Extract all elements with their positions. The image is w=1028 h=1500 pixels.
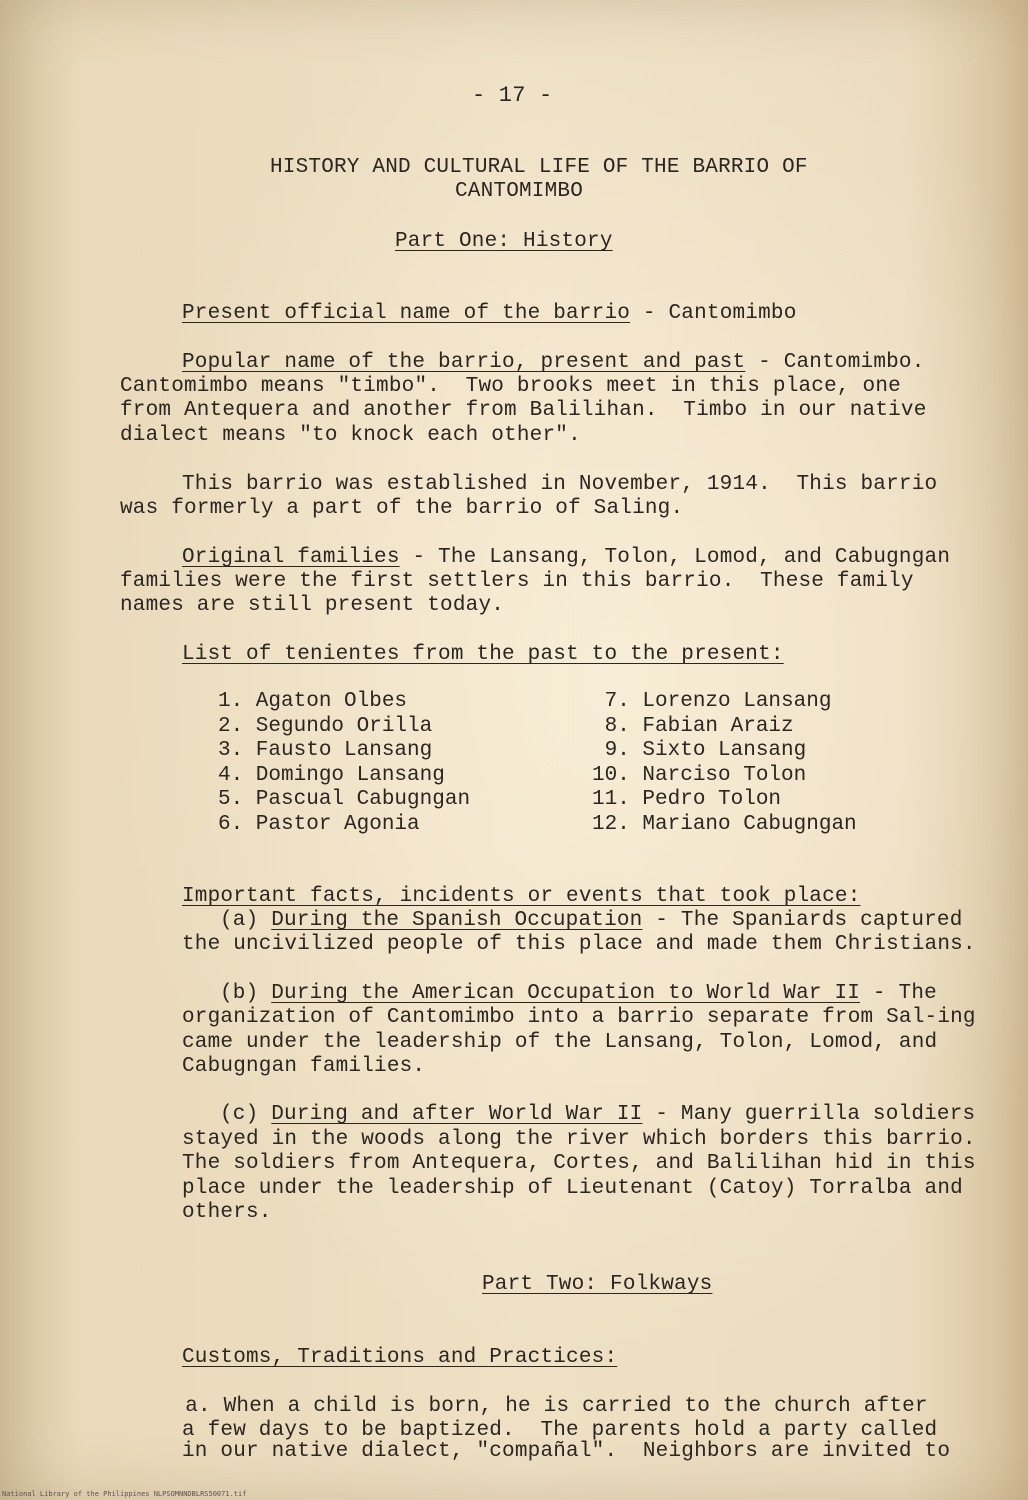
tenientes-list-right <box>592 690 857 837</box>
tenientes-list-left <box>218 690 470 837</box>
fact-b-text: Cabugngan families. <box>182 1055 426 1078</box>
original-families-label: Original families <box>182 546 400 569</box>
original-families-text: families were the first settlers in this barrio. These family <box>120 570 914 593</box>
part-two-label: Folkways <box>610 1273 713 1296</box>
fact-a-text: the uncivilized people of this place and made them Christians. <box>182 933 976 956</box>
official-name-value: - Cantomimbo <box>630 302 797 325</box>
popular-name-label: Popular name of the barrio, present and past <box>182 351 746 374</box>
established-text: was formerly a part of the barrio of Saling. <box>120 497 684 520</box>
facts-heading: Important facts, incidents or events that took place: <box>182 885 861 908</box>
list-item: 5. Pascual Cabugngan <box>218 788 471 811</box>
list-item: 1. Agaton Olbes <box>218 690 408 713</box>
list-item: 3. Fausto Lansang <box>218 739 433 762</box>
page-number: - 17 - <box>472 83 553 108</box>
fact-a-line <box>220 909 963 934</box>
fact-c-text: place under the leadership of Lieutenant (Catoy) Torralba and <box>182 1177 963 1200</box>
customs-text: in our native dialect, "compañal". Neighbors are invited to <box>182 1440 951 1463</box>
popular-name-text: from Antequera and another from Balilihan. Timbo in our native <box>120 399 927 422</box>
fact-c-text: stayed in the woods along the river which borders this barrio. <box>182 1128 976 1151</box>
fact-b-line <box>220 982 937 1007</box>
part-two-prefix: Part Two: <box>482 1273 611 1296</box>
fact-a-rest: - The Spaniards captured <box>642 909 963 932</box>
fact-b-text: organization of Cantomimbo into a barrio separate from Sal-ing <box>182 1006 976 1029</box>
customs-heading: Customs, Traditions and Practices: <box>182 1346 618 1369</box>
customs-text: a. When a child is born, he is carried to the church after <box>134 1395 928 1418</box>
list-item: 9. Sixto Lansang <box>592 739 807 762</box>
fact-a-label: During the Spanish Occupation <box>271 909 643 932</box>
part-one-heading: Part One: History <box>395 230 613 253</box>
list-item: 4. Domingo Lansang <box>218 763 445 787</box>
popular-name-value: - Cantomimbo. <box>745 351 925 374</box>
list-item: 10. Narciso Tolon <box>592 763 807 787</box>
original-families-text: names are still present today. <box>120 594 505 617</box>
fact-b-text: came under the leadership of the Lansang, Tolon, Lomod, and <box>182 1031 938 1054</box>
list-item: 12. Mariano Cabugngan <box>592 812 857 836</box>
fact-c-text: The soldiers from Antequera, Cortes, and Balilihan hid in this <box>182 1152 976 1175</box>
document-title: HISTORY AND CULTURAL LIFE OF THE BARRIO OF <box>270 156 808 179</box>
fact-b-label: During the American Occupation to World War II <box>271 982 861 1005</box>
fact-c-line <box>220 1103 975 1128</box>
fact-c-rest: - Many guerrilla soldiers <box>642 1103 976 1126</box>
official-name-line <box>182 302 797 327</box>
popular-name-text: Cantomimbo means "timbo". Two brooks meet in this place, one <box>120 375 901 398</box>
part-two-heading <box>482 1273 712 1298</box>
original-families-line <box>182 546 950 571</box>
fact-a-prefix: (a) <box>220 909 272 932</box>
fact-c-prefix: (c) <box>220 1103 272 1126</box>
fact-c-text: others. <box>182 1201 272 1224</box>
list-item: 2. Segundo Orilla <box>218 714 433 738</box>
established-text: This barrio was established in November, 1914. This barrio <box>182 473 938 496</box>
list-item: 11. Pedro Tolon <box>592 788 782 811</box>
fact-b-rest: - The <box>860 982 937 1005</box>
customs-text: a few days to be baptized. The parents hold a party called <box>182 1419 938 1442</box>
official-name-label: Present official name of the barrio <box>182 302 631 325</box>
scan-footer: National Library of the Philippines NLPSOMNNDBLRS50071.tif <box>2 1490 247 1498</box>
tenientes-heading: List of tenientes from the past to the present: <box>182 643 784 666</box>
fact-b-prefix: (b) <box>220 982 272 1005</box>
original-families-value: - The Lansang, Tolon, Lomod, and Cabugngan <box>399 546 951 569</box>
popular-name-text: dialect means "to knock each other". <box>120 424 581 447</box>
list-item: 6. Pastor Agonia <box>218 812 420 836</box>
popular-name-line <box>182 351 925 376</box>
list-item: 8. Fabian Araiz <box>592 714 794 738</box>
list-item: 7. Lorenzo Lansang <box>592 690 832 713</box>
fact-c-label: During and after World War II <box>271 1103 643 1126</box>
document-title-barrio: CANTOMIMBO <box>455 180 584 203</box>
